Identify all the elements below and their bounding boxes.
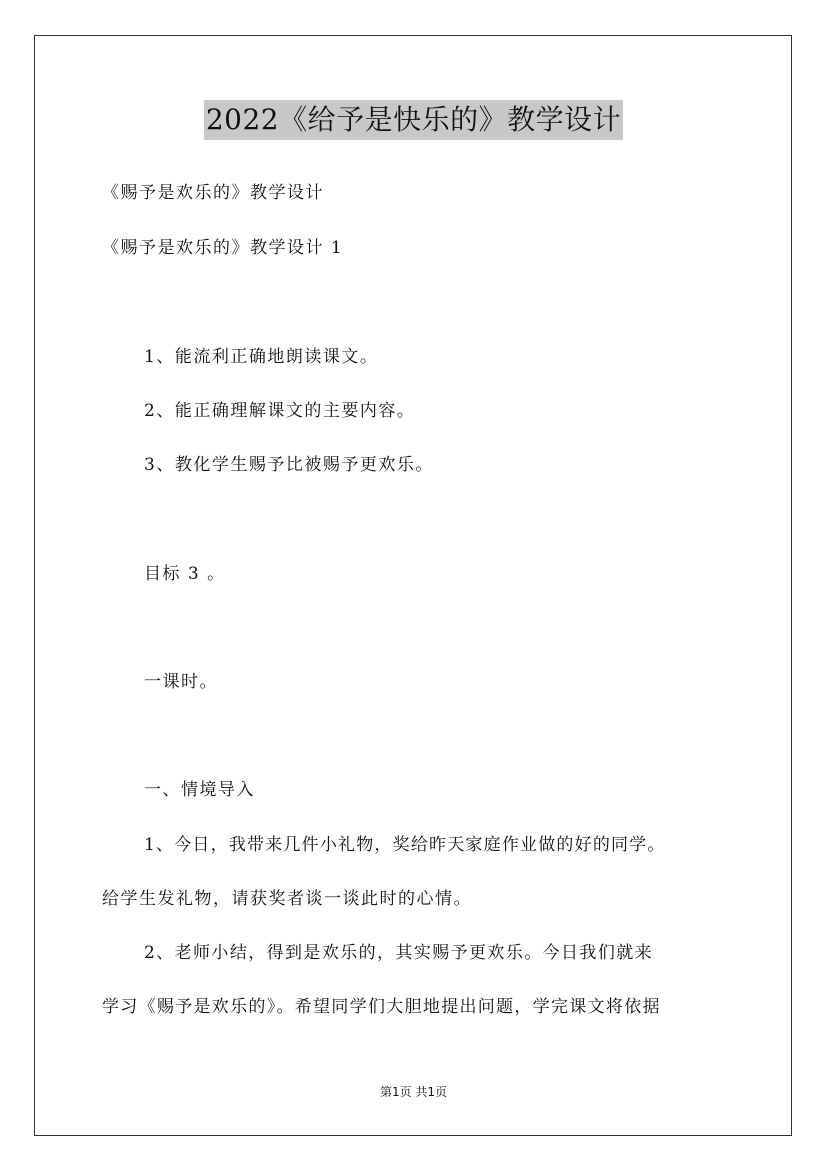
- step-heading: 一、情境导入: [144, 780, 255, 800]
- goal-item-2: 2、能正确理解课文的主要内容。: [144, 401, 416, 421]
- paragraph-line: 给学生发礼物，请获奖者谈一谈此时的心情。: [102, 889, 472, 909]
- title-container: [0, 100, 827, 140]
- subtitle-line: 《赐予是欢乐的》教学设计: [102, 183, 324, 203]
- document-title: 2022《给予是快乐的》教学设计: [204, 100, 623, 140]
- goal-item-3: 3、教化学生赐予比被赐予更欢乐。: [144, 455, 434, 475]
- paragraph-line: 学习《赐予是欢乐的》。希望同学们大胆地提出问题，学完课文将依据: [102, 997, 661, 1017]
- duration-line: 一课时。: [144, 672, 218, 692]
- section-heading: 《赐予是欢乐的》教学设计 1: [102, 238, 344, 258]
- paragraph-line: 2、老师小结，得到是欢乐的，其实赐予更欢乐。今日我们就来: [144, 943, 654, 963]
- focus-line: 目标 3 。: [144, 564, 226, 584]
- goal-item-1: 1、能流利正确地朗读课文。: [144, 347, 379, 367]
- page-footer: 第1页 共1页: [379, 1085, 448, 1099]
- paragraph-line: 1、今日，我带来几件小礼物，奖给昨天家庭作业做的好的同学。: [144, 835, 666, 855]
